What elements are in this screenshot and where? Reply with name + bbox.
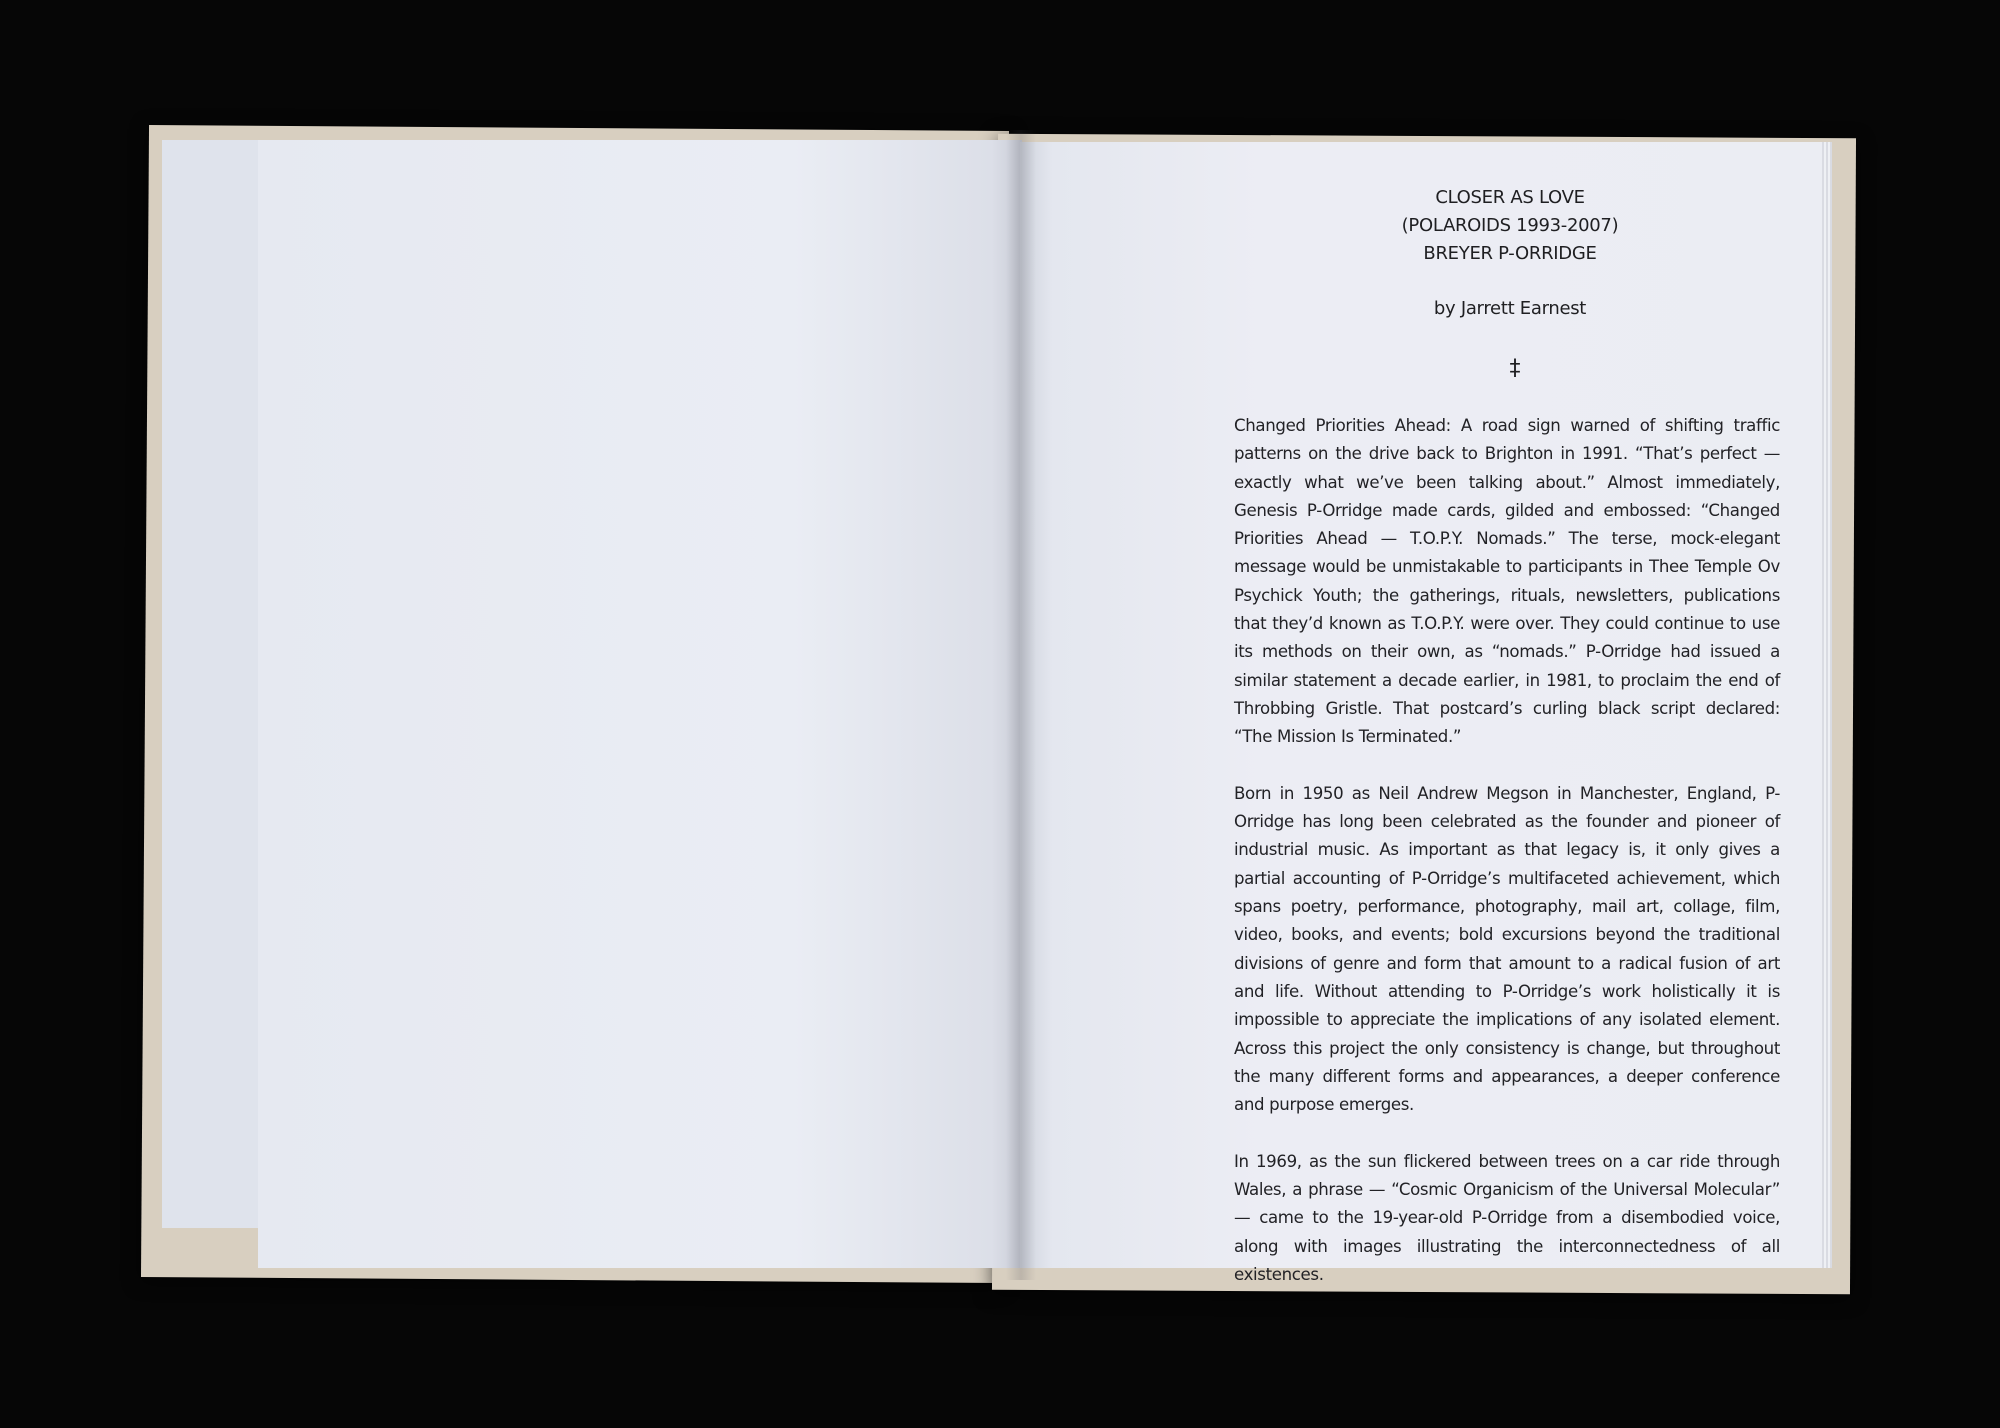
title-line: BREYER P-ORRIDGE (1423, 243, 1597, 264)
author-byline: by Jarrett Earnest (1433, 298, 1587, 319)
paragraph: In 1969, as the sun flickered between trees on a car ride through Wales, a phrase — “Cosmic Organicism of the Universal Molecular” — came to the 19-year-old P-Orridge from a disembodied voice, along with images illustrating the interconnectedness of all existences. (1234, 1151, 1780, 1284)
title-line: CLOSER AS LOVE (1435, 187, 1585, 208)
left-page-blank (258, 140, 1022, 1268)
paragraph: Born in 1950 as Neil Andrew Megson in Manchester, England, P-Orridge has long been celebrated as the founder and pioneer of industrial music. As important as that legacy is, it only gives a partial accounting of P-Orridge’s multifaceted achievement, which spans poetry, performance, photography, mail art, collage, film, video, books, and events; bold excursions beyond the traditional divisions of genre and form that amount to a radical fusion of art and life. Without attending to P-Orridge’s work holistically it is impossible to appreciate the implications of any isolated element. Across this project the only consistency is change, but throughout the many different forms and appearances, a deeper conference and purpose emerges. (1234, 783, 1780, 1115)
paragraph: Changed Priorities Ahead: A road sign warned of shifting traffic patterns on the drive back to Brighton in 1991. “That’s perfect — exactly what we’ve been talking about.” Almost immediately, Genesis P-Orridge made cards, gilded and embossed: “Changed Priorities Ahead — T.O.P.Y. Nomads.” The terse, mock-elegant message would be unmistakable to participants in Thee Temple Ov Psychick Youth; the gatherings, rituals, newsletters, publications that they’d known as T.O.P.Y. were over. They could continue to use its methods on their own, as “nomads.” P-Orridge had issued a similar statement a decade earlier, in 1981, to proclaim the end of Throbbing Gristle. That postcard’s curling black script declared: “The Mission Is Terminated.” (1234, 416, 1780, 747)
book-gutter (1006, 130, 1036, 1280)
ornament-double-dagger: ‡ (1509, 356, 1521, 381)
essay-body (1234, 412, 1780, 1318)
page-stack-edge (1822, 142, 1832, 1268)
title-line: (POLAROIDS 1993-2007) (1401, 215, 1619, 236)
essay-title (1340, 184, 1680, 268)
